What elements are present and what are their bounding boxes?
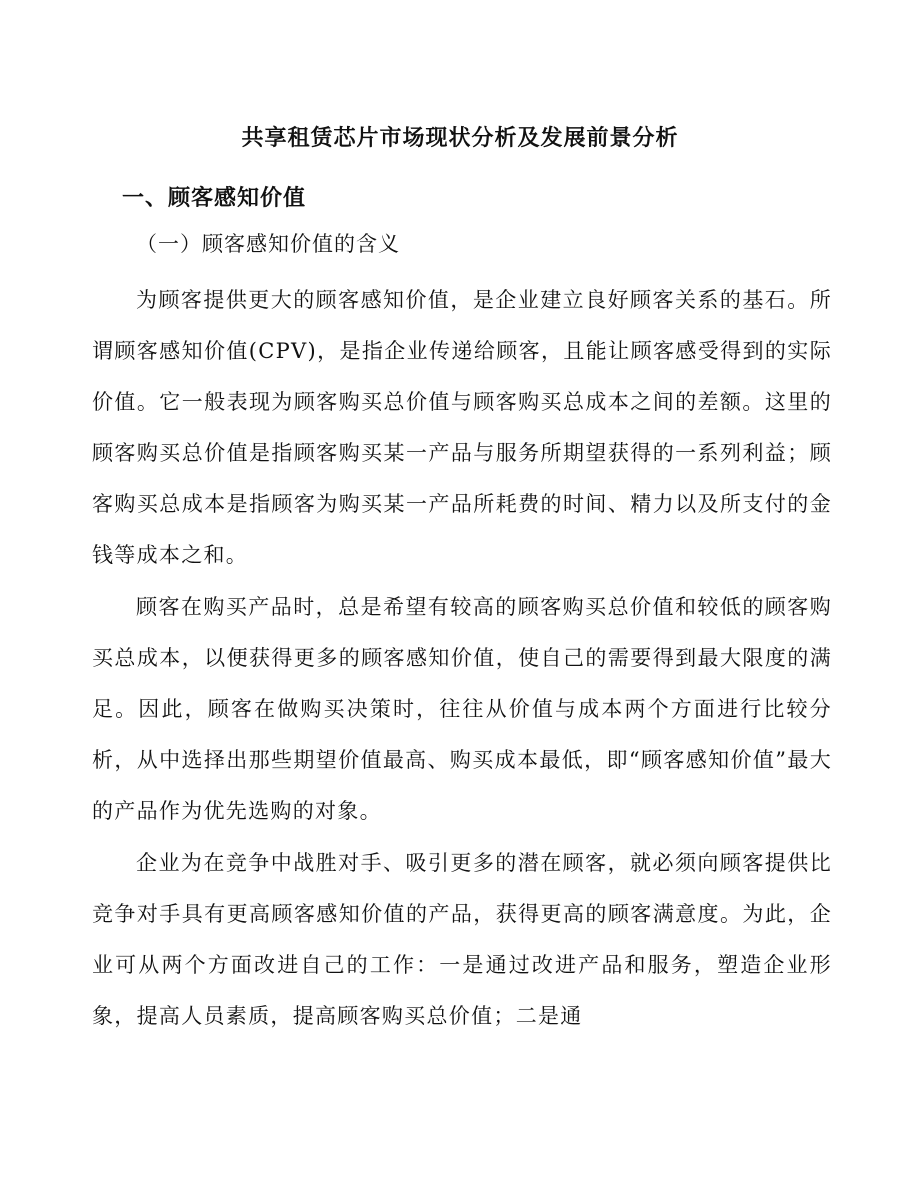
body-paragraph: 为顾客提供更大的顾客感知价值，是企业建立良好顾客关系的基石。所谓顾客感知价值(CPV)，是指企业传递给顾客，且能让顾客感受得到的实际价值。它一般表现为顾客购买总价值与顾客购买总成本之间的差额。这里的顾客购买总价值是指顾客购买某一产品与服务所期望获得的一系列利益；顾客购买总成本是指顾客为购买某一产品所耗费的时间、精力以及所支付的金钱等成本之和。: [92, 288, 832, 567]
document-title: 共享租赁芯片市场现状分析及发展前景分析: [241, 125, 679, 151]
body-paragraph: 顾客在购买产品时，总是希望有较高的顾客购买总价值和较低的顾客购买总成本，以便获得更多的顾客感知价值，使自己的需要得到最大限度的满足。因此，顾客在做购买决策时，往往从价值与成本两个方面进行比较分析，从中选择出那些期望价值最高、购买成本最低，即“顾客感知价值”最大的产品作为优先选购的对象。: [92, 595, 832, 823]
section-heading: 一、顾客感知价值: [122, 185, 307, 211]
body-paragraph: 企业为在竞争中战胜对手、吸引更多的潜在顾客，就必须向顾客提供比竞争对手具有更高顾客感知价值的产品，获得更高的顾客满意度。为此，企业可从两个方面改进自己的工作：一是通过改进产品和服务，塑造企业形象，提高人员素质，提高顾客购买总价值；二是通: [92, 851, 832, 1028]
subsection-heading: （一）顾客感知价值的含义: [136, 232, 400, 256]
